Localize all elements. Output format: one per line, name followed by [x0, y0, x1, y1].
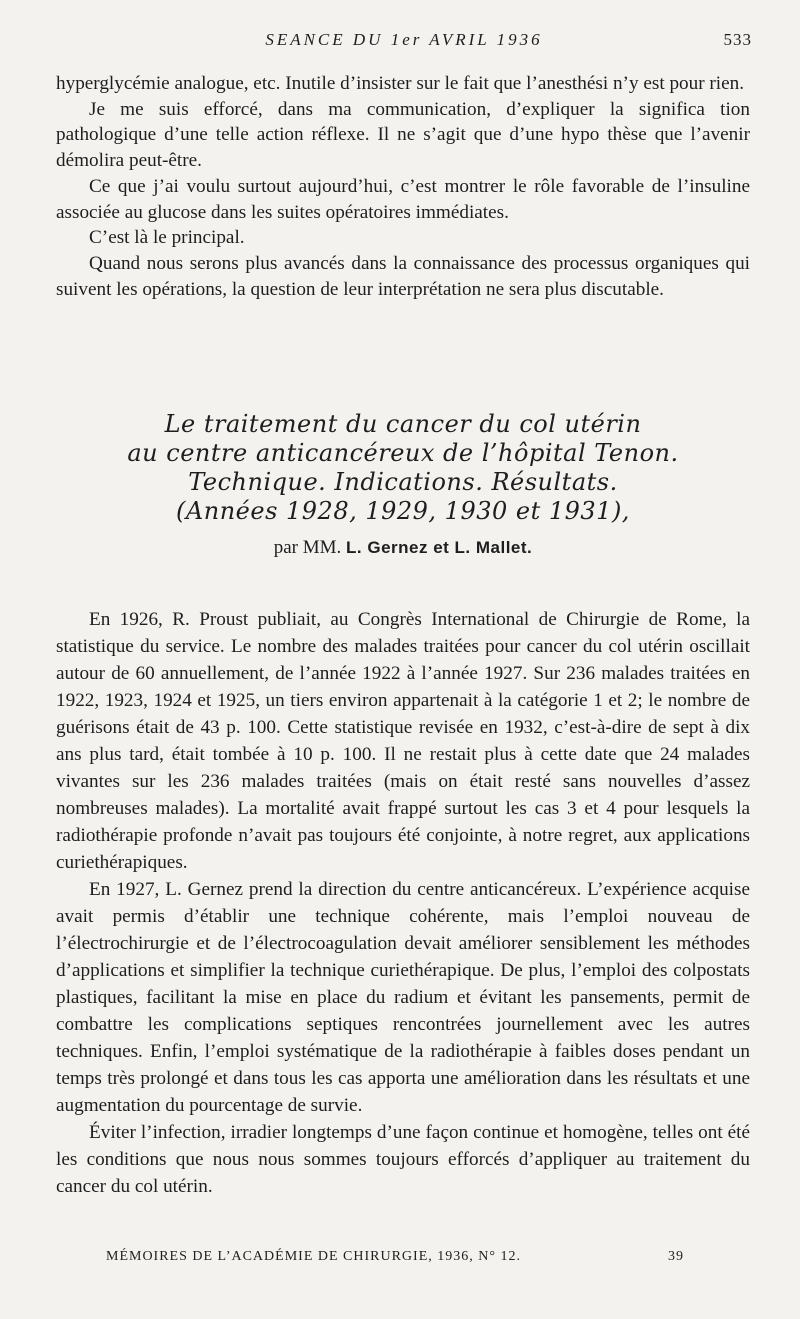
paragraph: Ce que j’ai voulu surtout aujourd’hui, c’est montrer le rôle favorable de l’insuline associée au glucose dans les suites opératoires immédiates.: [56, 175, 750, 223]
paragraph: hyperglycémie analogue, etc. Inutile d’insister sur le fait que l’anesthési n’y est pour rien.: [56, 73, 745, 94]
paragraph: Éviter l’infection, irradier longtemps d’une façon continue et homogène, telles ont été les conditions que nous nous sommes toujours efforcés d’appliquer au traitement du cancer du col utérin.: [56, 1122, 750, 1197]
article-title: [56, 410, 750, 526]
paragraph: Je me suis efforcé, dans ma communication, d’expliquer la significa tion pathologique d’une telle action réflexe. Il ne s’agit que d’une hypo thèse que l’avenir démolira peut-être.: [56, 98, 750, 172]
title-line: au centre anticancéreux de l’hôpital Tenon.: [127, 439, 679, 467]
author-names: L. Gernez et L. Mallet.: [346, 538, 533, 557]
paragraph: En 1926, R. Proust publiait, au Congrès International de Chirurgie de Rome, la statistique du service. Le nombre des malades traitées pour cancer du col utérin oscillait autour de 60 annuellement, de l’année 1922 à l’année 1927. Sur 236 malades traitées en 1922, 1923, 1924 et 1925, un tiers environ appartenait à la catégorie 1 et 2; le nombre de guérisons était de 43 p. 100. Cette statistique revisée en 1932, c’est-à-dire de sept à dix ans plus tard, était tombée à 10 p. 100. Il ne restait plus à cette date que 24 malades vivantes sur les 236 malades traitées (mais on était resté sans nouvelles d’assez nombreuses malades). La mortalité avait frappé surtout les cas 3 et 4 pour lesquels la radiothérapie profonde n’avait pas toujours été conjointe, à notre regret, aux applications curiethérapiques.: [56, 609, 750, 873]
title-line: (Années 1928, 1929, 1930 et 1931),: [176, 497, 630, 525]
page-number: 533: [723, 30, 752, 49]
running-title: SEANCE DU 1er AVRIL 1936: [265, 30, 543, 49]
paragraph: C’est là le principal.: [89, 227, 245, 249]
running-header: [56, 30, 752, 56]
journal-reference: MÉMOIRES DE L’ACADÉMIE DE CHIRURGIE, 1936, N° 12.: [106, 1249, 521, 1264]
article-body: [56, 606, 750, 1200]
previous-article-text: [56, 71, 750, 302]
footer-folio: 39: [668, 1249, 684, 1264]
title-line: Le traitement du cancer du col utérin: [164, 410, 642, 438]
title-line: Technique. Indications. Résultats.: [188, 468, 618, 496]
author-prefix: par MM.: [273, 537, 342, 558]
paragraph: En 1927, L. Gernez prend la direction du centre anticancéreux. L’expérience acquise avait permis d’établir une technique cohérente, mais l’emploi nouveau de l’électrochirurgie et de l’électrocoagulation devait améliorer sensiblement les méthodes d’applications et simplifier la technique curiethérapique. De plus, l’emploi des colpostats plastiques, facilitant la mise en place du radium et évitant les pansements, permit de combattre les complications septiques rencontrées journellement avec les autres techniques. Enfin, l’emploi systématique de la radiothérapie à faibles doses pendant un temps très prolongé et dans tous les cas apporta une amélioration dans les résultats et une augmentation du pourcentage de survie.: [56, 879, 750, 1116]
author-line: [56, 537, 750, 559]
paragraph: Quand nous serons plus avancés dans la connaissance des processus organiques qui suivent les opérations, la question de leur interprétation ne sera plus discutable.: [56, 252, 750, 300]
